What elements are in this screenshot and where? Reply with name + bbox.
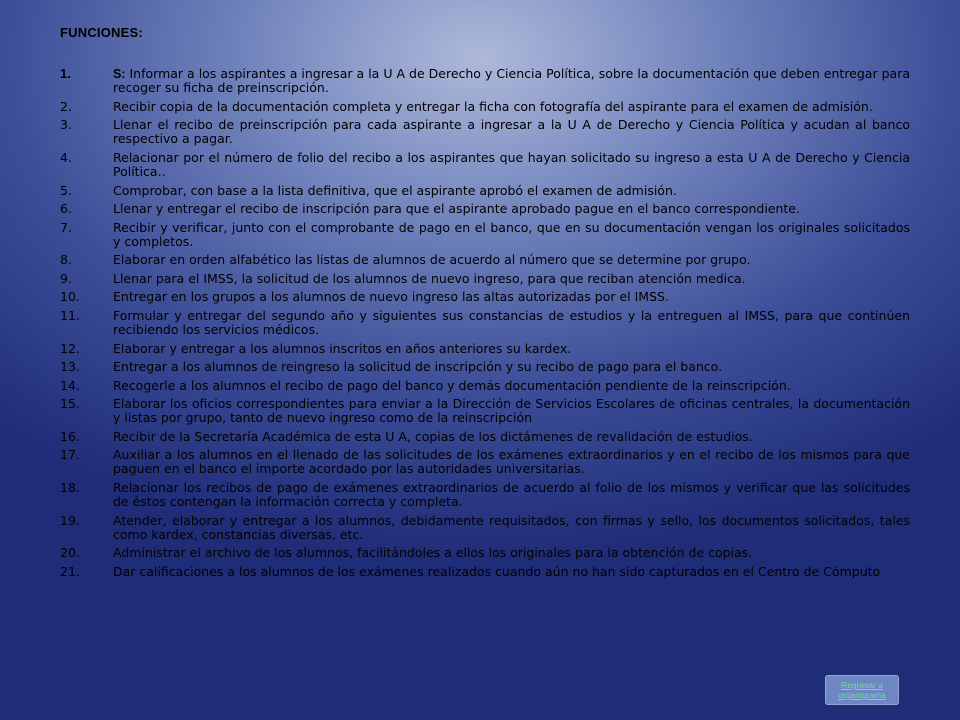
list-item bbox=[60, 481, 910, 509]
list-item-body: Recibir de la Secretaría Académica de esta U A, copias de los dictámenes de revalidación de estudios. bbox=[113, 428, 753, 444]
list-item bbox=[60, 546, 910, 560]
list-item bbox=[60, 290, 910, 304]
list-item-number: 11. bbox=[60, 307, 80, 323]
list-item bbox=[60, 221, 910, 249]
list-item-body: Administrar el archivo de los alumnos, facilitándoles a ellos los originales para la obtención de copias. bbox=[113, 545, 753, 561]
list-item-text bbox=[113, 221, 910, 249]
list-item-number: 12. bbox=[60, 340, 80, 356]
list-item bbox=[60, 151, 910, 179]
return-button-label-line2: organigrama bbox=[838, 690, 886, 700]
list-item-text bbox=[113, 309, 910, 337]
list-item-number: 18. bbox=[60, 479, 80, 495]
list-item-number: 1. bbox=[60, 66, 71, 81]
list-item-number: 2. bbox=[60, 98, 72, 114]
list-item-text bbox=[113, 184, 910, 198]
list-item-text bbox=[113, 546, 910, 560]
list-item bbox=[60, 253, 910, 267]
functions-list bbox=[60, 67, 910, 583]
list-item-body: Atender, elaborar y entregar a los alumnos, debidamente requisitados, con firmas y sello, los documentos solicitados, tales como kardex, constancias diversas, etc. bbox=[113, 512, 910, 542]
list-item-body: Relacionar los recibos de pago de exámenes extraordinarios de acuerdo al folio de los mismos y verificar que las solicitudes de éstos contengan la información correcta y completa. bbox=[113, 479, 910, 510]
list-item-number: 6. bbox=[60, 201, 72, 217]
list-item bbox=[60, 360, 910, 374]
list-item-text bbox=[113, 448, 910, 476]
list-item-text bbox=[113, 514, 910, 542]
list-item-prefix: S: bbox=[113, 67, 126, 81]
return-to-org-chart-button[interactable] bbox=[825, 675, 899, 705]
list-item-body: Llenar el recibo de preinscripción para cada aspirante a ingresar a la U A de Derecho y Ciencia Política y acudan al banco respectivo a pagar. bbox=[113, 117, 910, 147]
list-item bbox=[60, 272, 910, 286]
list-item-text bbox=[113, 360, 910, 374]
list-item-number: 17. bbox=[60, 447, 80, 463]
list-item-text bbox=[113, 290, 910, 304]
list-item-body: Recogerle a los alumnos el recibo de pago del banco y demás documentación pendiente de la reinscripción. bbox=[113, 377, 791, 393]
list-item-number: 9. bbox=[60, 270, 72, 286]
list-item-body: Elaborar en orden alfabético las listas de alumnos de acuerdo al número que se determine por grupo. bbox=[113, 252, 751, 268]
list-item-number: 8. bbox=[60, 252, 72, 268]
list-item bbox=[60, 448, 910, 476]
list-item-body: Entregar a los alumnos de reingreso la solicitud de inscripción y su recibo de pago para el banco. bbox=[113, 359, 723, 375]
list-item-text bbox=[113, 397, 910, 425]
list-item bbox=[60, 309, 910, 337]
list-item-body: Llenar para el IMSS, la solicitud de los alumnos de nuevo ingreso, para que reciban atención medica. bbox=[113, 270, 746, 286]
list-item-number: 15. bbox=[60, 396, 80, 412]
list-item bbox=[60, 430, 910, 444]
list-item bbox=[60, 202, 910, 216]
list-item-text bbox=[113, 379, 910, 393]
list-item bbox=[60, 342, 910, 356]
list-item-number: 20. bbox=[60, 545, 80, 561]
list-item bbox=[60, 184, 910, 198]
list-item-text bbox=[113, 253, 910, 267]
list-item-text bbox=[113, 67, 910, 95]
list-item bbox=[60, 100, 910, 114]
list-item-text bbox=[113, 272, 910, 286]
list-item-text bbox=[113, 151, 910, 179]
list-item-body: Informar a los aspirantes a ingresar a la U A de Derecho y Ciencia Política, sobre la documentación que deben entregar para recoger su ficha de preinscripción. bbox=[113, 66, 910, 96]
list-item-number: 16. bbox=[60, 428, 80, 444]
list-item-number: 13. bbox=[60, 359, 80, 375]
list-item bbox=[60, 565, 910, 579]
list-item bbox=[60, 67, 910, 95]
list-item-number: 3. bbox=[60, 117, 72, 133]
list-item-body: Recibir y verificar, junto con el comprobante de pago en el banco, que en su documentación vengan los originales solicitados y completos. bbox=[113, 219, 910, 249]
list-item-body: Dar calificaciones a los alumnos de los exámenes realizados cuando aún no han sido capturados en el Centro de Cómputo bbox=[113, 563, 881, 579]
list-item-number: 10. bbox=[60, 289, 80, 305]
list-item-number: 14. bbox=[60, 377, 80, 393]
list-item-body: Recibir copia de la documentación completa y entregar la ficha con fotografía del aspirante para el examen de admisión. bbox=[113, 98, 873, 114]
list-item-body: Entregar en los grupos a los alumnos de nuevo ingreso las altas autorizadas por el IMSS. bbox=[113, 289, 669, 305]
list-item-text bbox=[113, 481, 910, 509]
list-item-body: Comprobar, con base a la lista definitiva, que el aspirante aprobó el examen de admisión. bbox=[113, 182, 677, 198]
list-item-number: 21. bbox=[60, 563, 80, 579]
list-item-text bbox=[113, 342, 910, 356]
list-item-body: Elaborar los oficios correspondientes para enviar a la Dirección de Servicios Escolares de oficinas centrales, la documentación y listas por grupo, tanto de nuevo ingreso como de la reinscripción bbox=[113, 396, 910, 426]
list-item-body: Llenar y entregar el recibo de inscripción para que el aspirante aprobado pague en el banco correspondiente. bbox=[113, 201, 800, 217]
list-item bbox=[60, 514, 910, 542]
list-item-number: 19. bbox=[60, 512, 80, 528]
list-item-number: 4. bbox=[60, 149, 72, 165]
list-item-text bbox=[113, 100, 910, 114]
list-item bbox=[60, 397, 910, 425]
list-item-text bbox=[113, 430, 910, 444]
list-item-number: 5. bbox=[60, 182, 72, 198]
return-button-label-line1: Regresar a bbox=[840, 680, 884, 690]
list-item bbox=[60, 379, 910, 393]
list-item-body: Auxiliar a los alumnos en el llenado de las solicitudes de los exámenes extraordinarios y en el recibo de los mismos para que paguen en el banco el importe acordado por las autoridades universitarias. bbox=[113, 447, 910, 477]
list-item-body: Elaborar y entregar a los alumnos inscritos en años anteriores su kardex. bbox=[113, 340, 572, 356]
list-item bbox=[60, 118, 910, 146]
list-item-number: 7. bbox=[60, 219, 72, 235]
list-item-text bbox=[113, 565, 910, 579]
list-item-body: Formular y entregar del segundo año y siguientes sus constancias de estudios y la entreguen al IMSS, para que continúen recibiendo los servicios médicos. bbox=[113, 307, 910, 338]
list-item-text bbox=[113, 202, 910, 216]
page-title: FUNCIONES: bbox=[60, 25, 143, 40]
list-item-body: Relacionar por el número de folio del recibo a los aspirantes que hayan solicitado su ingreso a esta U A de Derecho y Ciencia Política.. bbox=[113, 149, 910, 180]
list-item-text bbox=[113, 118, 910, 146]
